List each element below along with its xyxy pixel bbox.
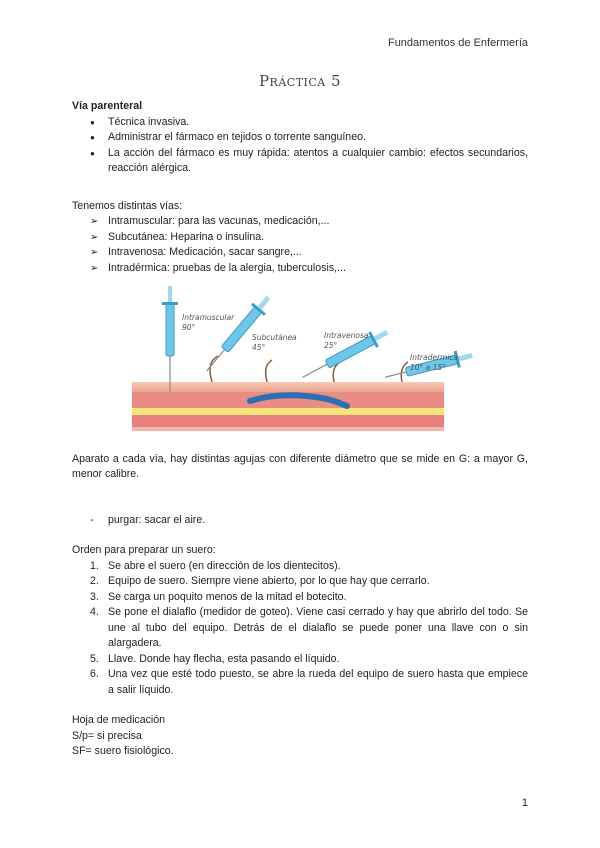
routes-intro: Tenemos distintas vías: xyxy=(72,199,183,212)
label-intravenous-angle: 25° xyxy=(324,341,338,350)
label-intramuscular-angle: 90° xyxy=(182,323,196,332)
route-item: ➢ Subcutánea: Heparina o insulina. xyxy=(90,230,528,246)
page-number: 1 xyxy=(521,797,528,809)
step-item: 2. Equipo de suero. Siempre viene abierto, por lo que hay que cerrarlo. xyxy=(90,575,430,587)
route-item: ➢ Intradérmica: pruebas de la alergia, tuberculosis,... xyxy=(90,261,528,277)
document-header: Fundamentos de Enfermería xyxy=(387,37,528,49)
abbreviation-sp: S/p= si precisa xyxy=(72,729,142,742)
step-item: 3. Se carga un poquito menos de la mitad el botecito. xyxy=(90,590,347,603)
label-intradermal-angle: 10° a 15° xyxy=(410,363,446,372)
dash-list xyxy=(72,513,528,529)
section-heading-parenteral: Vía parenteral xyxy=(72,100,143,112)
route-item: ➢ Intravenosa: Medicación, sacar sangre,... xyxy=(90,245,528,261)
skin-layers xyxy=(132,382,444,431)
step-item: 1. Se abre el suero (en dirección de los dientecitos). xyxy=(90,559,341,572)
step-item: 6. Una vez que esté todo puesto, se abre la rueda del equipo de suero hasta que empiece a salir líquido. xyxy=(90,668,528,696)
route-item: ➢ Intramuscular: para las vacunas, medicación,... xyxy=(90,214,528,230)
abbreviation-sf: SF= suero fisiológico. xyxy=(72,745,174,757)
routes-list xyxy=(72,214,528,276)
label-subcutaneous-angle: 45° xyxy=(252,343,266,352)
step-item: 4. Se pone el dialaflo (medidor de goteo). Viene casi cerrado y hay que abrirlo del todo. Se une al tubo del equipo. Detrás de el dialaflo se puede poner una llave con o sin alargadera. xyxy=(90,606,528,649)
label-subcutaneous: Subcutánea xyxy=(252,333,297,342)
dash-item: - purgar: sacar el aire. xyxy=(90,513,528,529)
serum-steps-list xyxy=(72,559,528,699)
page-title: Práctica 5 xyxy=(258,72,342,90)
document-body xyxy=(72,99,528,760)
parenteral-bullets xyxy=(72,115,528,177)
label-intradermal: Intradermica xyxy=(410,353,459,362)
needle-gauge-paragraph: Aparato a cada vía, hay distintas agujas con diferente diámetro que se mide en G: a mayor G, menor calibre. xyxy=(72,452,528,480)
label-intravenous: Intravenosa xyxy=(324,331,369,340)
medication-sheet-line: Hoja de medicación xyxy=(72,714,166,726)
hair-strokes xyxy=(210,356,408,382)
bullet-item: ● Administrar el fármaco en tejidos o torrente sanguíneo. xyxy=(90,130,528,146)
label-intramuscular: Intramuscular xyxy=(182,313,235,322)
injection-routes-illustration xyxy=(72,280,528,440)
step-item: 5. Llave. Donde hay flecha, esta pasando el líquido. xyxy=(90,652,340,665)
bullet-item: ● La acción del fármaco es muy rápida: atentos a cualquier cambio: efectos secundarios, reacción alérgica. xyxy=(90,146,528,177)
syringe-intramuscular xyxy=(162,286,178,392)
serum-steps-intro: Orden para preparar un suero: xyxy=(72,544,216,556)
bullet-item: ● Técnica invasiva. xyxy=(90,115,528,131)
